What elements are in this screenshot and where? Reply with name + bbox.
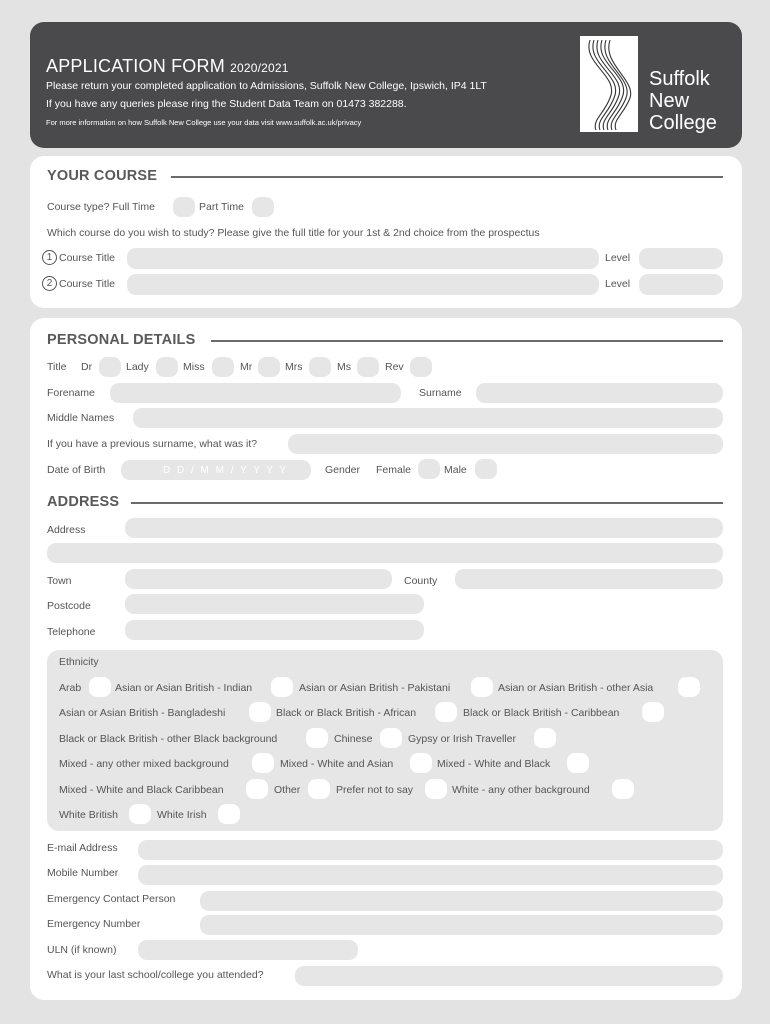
eth-pakistani-label: Asian or Asian British - Pakistani (299, 682, 451, 694)
eth-indian-checkbox[interactable] (271, 677, 293, 697)
eth-other-mixed-label: Mixed - any other mixed background (59, 758, 229, 770)
uln-field[interactable] (138, 940, 358, 960)
title-rev-checkbox[interactable] (410, 357, 432, 377)
eth-gypsy-checkbox[interactable] (534, 728, 556, 748)
title-mrs-label: Mrs (285, 361, 303, 373)
eth-other-mixed-checkbox[interactable] (252, 753, 274, 773)
personal-rule (211, 340, 723, 342)
last-school-label: What is your last school/college you attended? (47, 969, 264, 981)
course-rule (171, 176, 723, 178)
full-time-checkbox[interactable] (173, 197, 195, 217)
course-title-1-label: Course Title (59, 252, 116, 264)
eth-gypsy-label: Gypsy or Irish Traveller (408, 733, 516, 745)
eth-white-caribbean-label: Mixed - White and Black Caribbean (59, 784, 224, 796)
mobile-label: Mobile Number (47, 867, 119, 879)
middle-names-label: Middle Names (47, 412, 115, 424)
eth-other-white-label: White - any other background (452, 784, 590, 796)
title-miss-label: Miss (183, 361, 205, 373)
eth-white-asian-label: Mixed - White and Asian (280, 758, 394, 770)
title-miss-checkbox[interactable] (212, 357, 234, 377)
previous-surname-field[interactable] (288, 434, 723, 454)
surname-field[interactable] (476, 383, 723, 403)
eth-white-irish-checkbox[interactable] (218, 804, 240, 824)
gender-male-checkbox[interactable] (475, 459, 497, 479)
gender-male-label: Male (444, 464, 467, 476)
course-title-1-field[interactable] (127, 248, 599, 269)
eth-caribbean-checkbox[interactable] (642, 702, 664, 722)
level-1-field[interactable] (639, 248, 723, 269)
town-field[interactable] (125, 569, 392, 589)
email-label: E-mail Address (47, 842, 118, 854)
emergency-number-field[interactable] (200, 915, 723, 935)
middle-names-field[interactable] (133, 408, 723, 428)
queries-text: If you have any queries please ring the Student Data Team on 01473 382288. (46, 98, 407, 110)
dob-placeholder: D D / M M / Y Y Y Y (163, 465, 289, 476)
gender-female-label: Female (376, 464, 412, 476)
title-mrs-checkbox[interactable] (309, 357, 331, 377)
eth-prefer-not-label: Prefer not to say (336, 784, 414, 796)
course-type-label: Course type? Full Time (47, 201, 155, 213)
title-mr-checkbox[interactable] (258, 357, 280, 377)
gender-female-checkbox[interactable] (418, 459, 440, 479)
mobile-field[interactable] (138, 865, 723, 885)
eth-pakistani-checkbox[interactable] (471, 677, 493, 697)
eth-other-asian-label: Asian or Asian British - other Asia (498, 682, 654, 694)
level-1-label: Level (605, 252, 631, 264)
part-time-label: Part Time (199, 201, 244, 213)
emergency-person-field[interactable] (200, 891, 723, 911)
email-field[interactable] (138, 840, 723, 860)
title-lady-checkbox[interactable] (156, 357, 178, 377)
eth-indian-label: Asian or Asian British - Indian (115, 682, 253, 694)
eth-white-british-checkbox[interactable] (129, 804, 151, 824)
county-label: County (404, 575, 438, 587)
eth-other-label: Other (274, 784, 301, 796)
surname-label: Surname (419, 387, 462, 399)
course-question: Which course do you wish to study? Please give the full title for your 1st & 2nd choice from the prospectus (47, 227, 540, 239)
eth-white-asian-checkbox[interactable] (410, 753, 432, 773)
address-heading: ADDRESS (47, 494, 120, 510)
town-label: Town (47, 575, 72, 587)
ethnicity-label: Ethnicity (59, 656, 99, 668)
address-line-2-field[interactable] (47, 543, 723, 563)
eth-bangladeshi-label: Asian or Asian British - Bangladeshi (59, 707, 226, 719)
title-label: Title (47, 361, 67, 373)
telephone-field[interactable] (125, 620, 424, 640)
title-rev-label: Rev (385, 361, 404, 373)
title-dr-checkbox[interactable] (99, 357, 121, 377)
eth-other-black-label: Black or Black British - other Black background (59, 733, 278, 745)
title-lady-label: Lady (126, 361, 149, 373)
eth-white-irish-label: White Irish (157, 809, 207, 821)
form-title: APPLICATION FORM 2020/2021 (46, 56, 289, 76)
part-time-checkbox[interactable] (252, 197, 274, 217)
choice-2-icon: 2 (42, 276, 57, 291)
eth-african-label: Black or Black British - African (276, 707, 417, 719)
title-mr-label: Mr (240, 361, 253, 373)
eth-other-asian-checkbox[interactable] (678, 677, 700, 697)
telephone-label: Telephone (47, 626, 96, 638)
eth-white-british-label: White British (59, 809, 118, 821)
title-dr-label: Dr (81, 361, 93, 373)
college-logo-text: Suffolk New College (649, 68, 717, 134)
county-field[interactable] (455, 569, 723, 589)
eth-white-black-checkbox[interactable] (567, 753, 589, 773)
uln-label: ULN (if known) (47, 944, 117, 956)
previous-surname-label: If you have a previous surname, what was it? (47, 438, 258, 450)
level-2-field[interactable] (639, 274, 723, 295)
personal-heading: PERSONAL DETAILS (47, 332, 196, 348)
address-line-1-field[interactable] (125, 518, 723, 538)
form-header (30, 22, 742, 148)
forename-field[interactable] (110, 383, 401, 403)
eth-caribbean-label: Black or Black British - Caribbean (463, 707, 620, 719)
course-heading: YOUR COURSE (47, 168, 158, 184)
address-label: Address (47, 524, 86, 536)
eth-other-black-checkbox[interactable] (306, 728, 328, 748)
choice-1-icon: 1 (42, 250, 57, 265)
eth-other-white-checkbox[interactable] (612, 779, 634, 799)
eth-other-checkbox[interactable] (308, 779, 330, 799)
forename-label: Forename (47, 387, 95, 399)
level-2-label: Level (605, 278, 631, 290)
course-title-2-field[interactable] (127, 274, 599, 295)
dob-label: Date of Birth (47, 464, 106, 476)
return-address-text: Please return your completed application to Admissions, Suffolk New College, Ipswich, IP4 1LT (46, 80, 487, 92)
postcode-field[interactable] (125, 594, 424, 614)
form-year: 2020/2021 (230, 61, 289, 75)
eth-arab-checkbox[interactable] (89, 677, 111, 697)
title-ms-label: Ms (337, 361, 351, 373)
title-ms-checkbox[interactable] (357, 357, 379, 377)
eth-prefer-not-checkbox[interactable] (425, 779, 447, 799)
eth-chinese-checkbox[interactable] (380, 728, 402, 748)
privacy-text: For more information on how Suffolk New College use your data visit www.suffolk.ac.uk/privacy (46, 118, 362, 127)
eth-white-black-label: Mixed - White and Black (437, 758, 551, 770)
last-school-field[interactable] (295, 966, 723, 986)
eth-arab-label: Arab (59, 682, 82, 694)
eth-chinese-label: Chinese (334, 733, 373, 745)
course-title-2-label: Course Title (59, 278, 116, 290)
emergency-person-label: Emergency Contact Person (47, 893, 176, 905)
eth-african-checkbox[interactable] (435, 702, 457, 722)
gender-label: Gender (325, 464, 361, 476)
college-logo-icon (580, 36, 638, 132)
address-rule (131, 502, 723, 504)
eth-white-caribbean-checkbox[interactable] (246, 779, 268, 799)
emergency-number-label: Emergency Number (47, 918, 141, 930)
eth-bangladeshi-checkbox[interactable] (249, 702, 271, 722)
postcode-label: Postcode (47, 600, 91, 612)
